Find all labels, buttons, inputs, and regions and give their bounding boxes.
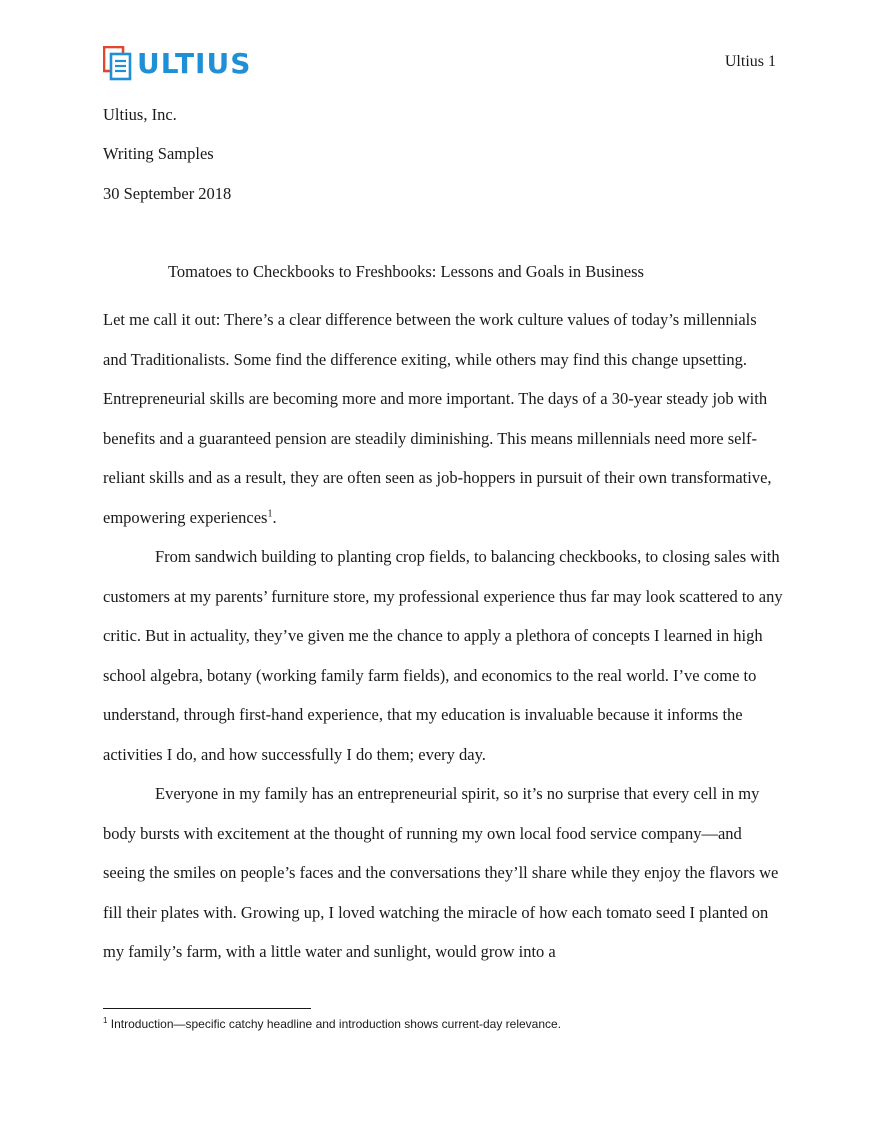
document-category: Writing Samples	[103, 144, 214, 163]
paragraph-2: From sandwich building to planting crop fields, to balancing checkbooks, to closing sales with customers at my parents’ furniture store, my professional experience thus far may look scattered to any critic. But in actuality, they’ve given me the chance to apply a plethora of concepts I learned in high school algebra, botany (working family farm fields), and economics to the real world. I’ve come to understand, through first-hand experience, that my education is invaluable because it informs the activities I do, and how successfully I do them; every day.	[103, 547, 783, 764]
paragraph-1-end: .	[272, 507, 277, 527]
paragraph-1-text: Let me call it out: There’s a clear difference between the work culture values of today’s millennials and Traditionalists. Some find the difference exiting, while others may find this change upsetting. Entrepreneurial skills are becoming more and more important. The days of a 30-year steady job with benefits and a guaranteed pension are steadily diminishing. This means millennials need more self-reliant skills and as a result, they are often seen as job-hoppers in pursuit of their own transformative, empowering experiences	[103, 310, 772, 527]
company-name: Ultius, Inc.	[103, 105, 177, 124]
paragraph-1	[103, 300, 783, 537]
document-title: Tomatoes to Checkbooks to Freshbooks: Lessons and Goals in Business	[168, 262, 644, 281]
footnote-divider	[103, 1008, 311, 1009]
logo-wordmark: ULTIUS	[137, 47, 252, 80]
body-text	[103, 300, 783, 972]
document-logo-icon	[103, 46, 135, 82]
page-number-header: Ultius 1	[724, 53, 776, 70]
paragraph-3: Everyone in my family has an entrepreneurial spirit, so it’s no surprise that every cell in my body bursts with excitement at the thought of running my own local food service company—and seeing the smiles on people’s faces and the conversations they’ll share while they enjoy the flavors we fill their plates with. Growing up, I loved watching the miracle of how each tomato seed I planted on my family’s farm, with a little water and sunlight, would grow into a	[103, 784, 779, 961]
footnote	[103, 1016, 561, 1032]
footnote-number: 1	[103, 1016, 108, 1025]
footnote-reference[interactable]: 1	[267, 508, 273, 519]
document-date: 30 September 2018	[103, 184, 232, 203]
footnote-text: Introduction—specific catchy headline and introduction shows current-day relevance.	[107, 1017, 562, 1031]
ultius-logo	[103, 46, 251, 82]
